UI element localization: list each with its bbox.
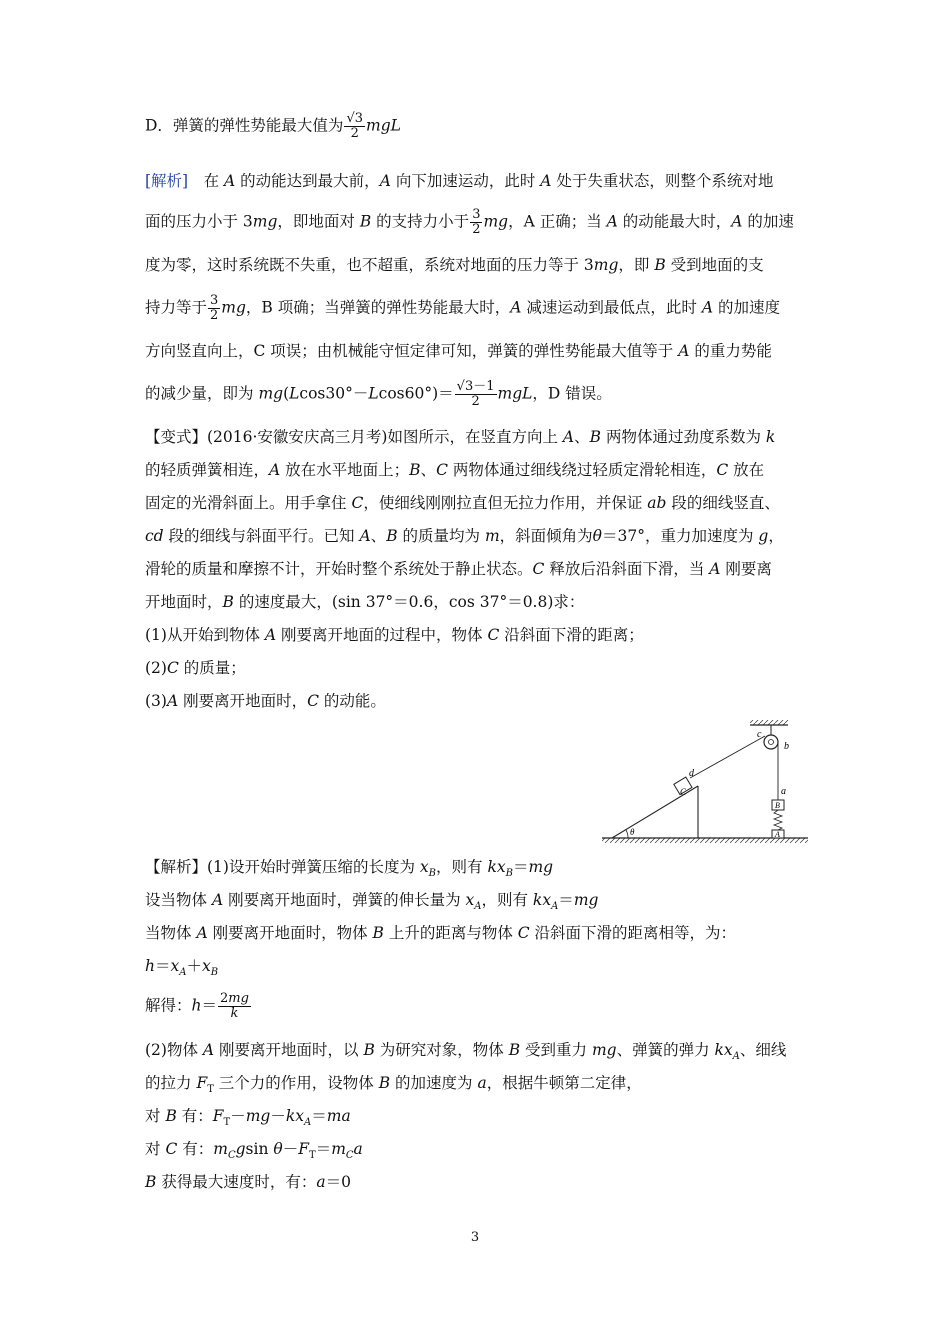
analysis-line-3: 度为零，这时系统既不失重，也不超重，系统对地面的压力等于 3mg，即 B 受到地面的支 [145,256,764,274]
solution-line-4: $h=x_A+x_B$ [145,957,219,979]
variant-line-2: 的轻质弹簧相连，A 放在水平地面上；B、C 两物体通过细线绕过轻质定滑轮相连，C 放在 [145,461,765,479]
label-d: d [689,768,694,779]
solution-line-2: 设当物体 A 刚要离开地面时，弹簧的伸长量为 $x_A$，则有 $kx_A=mg$ [145,891,599,913]
solution-line-5: 解得：h＝ $\frac{2mg}{k}$ [145,991,249,1021]
solution-line-3: 当物体 A 刚要离开地面时，物体 B 上升的距离与物体 C 沿斜面下滑的距离相等，为： [145,924,737,942]
label-b: b [784,741,789,752]
variant-line-3: 固定的光滑斜面上。用手拿住 C，使细线刚刚拉直但无拉力作用，并保证 ab 段的细线竖直、 [145,494,780,512]
analysis-tag: [解析] [145,172,189,190]
string-cd [690,736,765,778]
variant-line-1: 【变式】(2016·安徽安庆高三月考)如图所示，在竖直方向上 A、B 两物体通过劲度系数为 k [145,428,776,446]
analysis-line-4: 持力等于 $\frac{3}{2}$ mg，B 项确；当弹簧的弹性势能最大时，A 减速运动到最低点，此时 A 的加速度 [145,293,780,323]
analysis-line-1: [解析] 在 A 的动能达到最大前，A 向下加速运动，此时 A 处于失重状态，则整个系统对地 [145,172,774,190]
physics-figure [600,718,812,846]
solution-line-7: 的拉力 $F_T$ 三个力的作用，设物体 B 的加速度为 a，根据牛顿第二定律， [145,1074,642,1096]
question-2: (2)C 的质量； [145,659,246,677]
label-c: c [757,729,762,740]
question-1: (1)从开始到物体 A 刚要离开地面的过程中，物体 C 沿斜面下滑的距离； [145,626,644,644]
option-d: D．弹簧的弹性势能最大值为 $\frac{√3}{2}$ mgL [145,111,401,141]
analysis-line-6: 的减少量，即为 mg(Lcos30°－Lcos60°)＝ $\frac{√3-1}{2}$ mgL，D 错误。 [145,379,612,409]
solution-line-10: B 获得最大速度时，有：a＝0 [145,1173,351,1191]
solution-line-1: 【解析】(1)设开始时弹簧压缩的长度为 $x_B$，则有 $kx_B=mg$ [145,858,554,880]
question-3: (3)A 刚要离开地面时，C 的动能。 [145,692,386,710]
label-a: a [781,786,786,797]
variant-line-4: cd 段的细线与斜面平行。已知 A、B 的质量均为 m，斜面倾角为θ＝37°，重力加速度为 g， [145,527,784,545]
label-block-c: C [680,787,687,797]
solution-line-9: 对 C 有：$m_Cgsin$ $\theta-F_T=m_Ca$ [145,1140,363,1162]
spring-icon [774,810,782,830]
page-number: 3 [470,1230,480,1245]
analysis-line-5: 方向竖直向上，C 项误；由机械能守恒定律可知，弹簧的弹性势能最大值等于 A 的重力势能 [145,342,772,360]
analysis-line-2: 面的压力小于 3mg，即地面对 B 的支持力小于 $\frac{3}{2}$ mg，A 正确；当 A 的动能最大时，A 的加速 [145,207,794,237]
variant-line-6: 开地面时，B 的速度最大，(sin 37°＝0.6，cos 37°＝0.8)求： [145,593,585,611]
label-theta: θ [630,827,635,837]
label-block-a: A [775,830,780,839]
pulley-icon [764,735,778,749]
ceiling-hatch [750,720,788,725]
label-block-b: B [775,801,780,810]
solution-line-6: (2)物体 A 刚要离开地面时，以 B 为研究对象，物体 B 受到重力 mg、弹簧的弹力 $kx_A$、细线 [145,1041,787,1063]
solution-line-8: 对 B 有：$F_T-mg-kx_A=ma$ [145,1107,351,1129]
variant-line-5: 滑轮的质量和摩擦不计，开始时整个系统处于静止状态。C 释放后沿斜面下滑，当 A 刚要离 [145,560,772,578]
